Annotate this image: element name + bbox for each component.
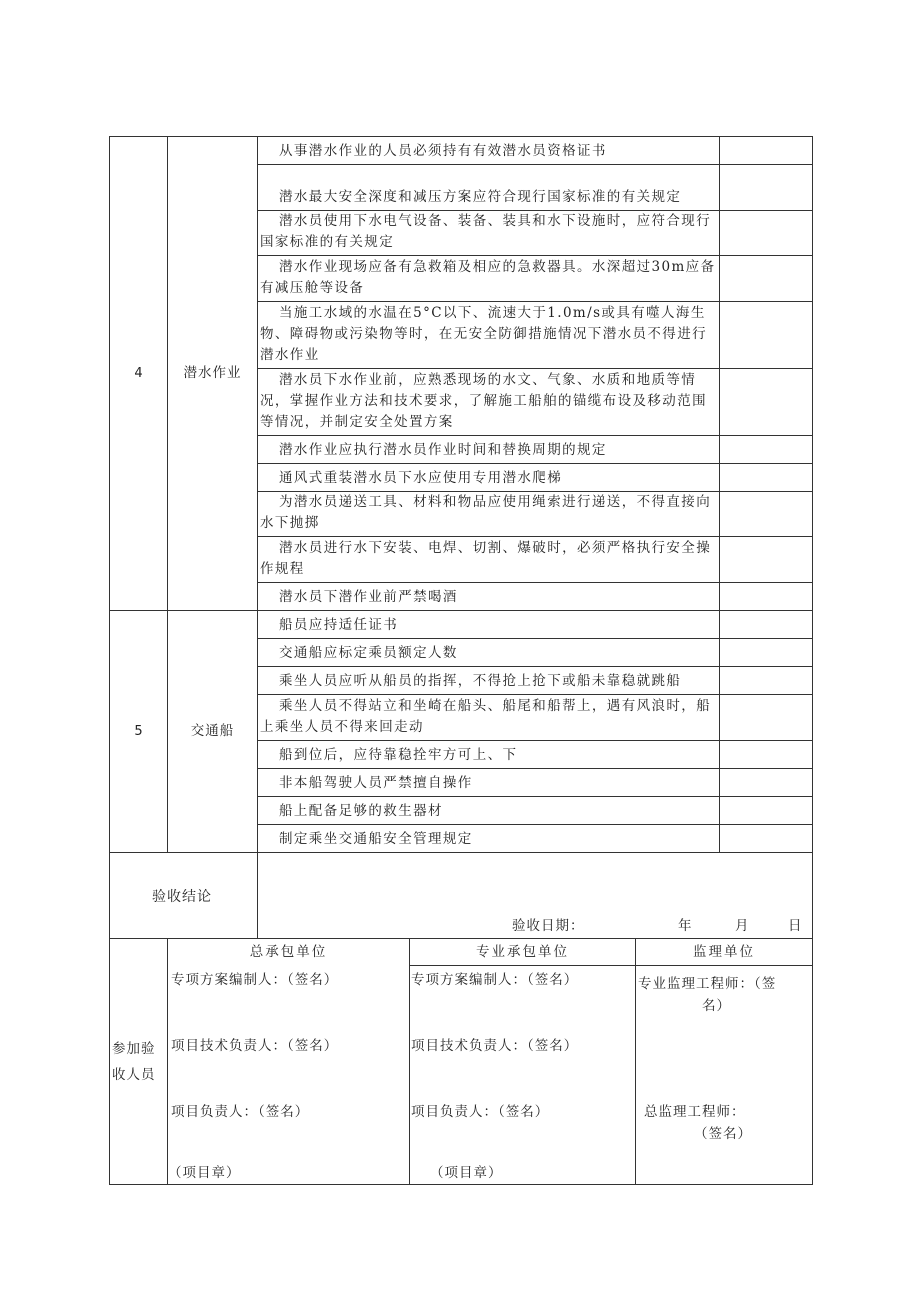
requirement-item: 潜水员进行水下安装、电焊、切割、爆破时，必须严格执行安全操作规程 [258,537,720,583]
requirement-item: 潜水作业现场应备有急救箱及相应的急救器具。水深超过30m应备有减压舱等设备 [258,256,720,302]
specialty-contractor-header: 专业承包单位 [410,939,636,966]
requirement-item: 船到位后，应待靠稳拴牢方可上、下 [258,741,720,769]
general-contractor-signatures[interactable] [168,966,410,1185]
result-cell[interactable] [720,302,813,369]
chief-supervisor-label: 总监理工程师： [644,1104,746,1120]
requirement-item: 乘坐人员不得站立和坐崎在船头、船尾和船帮上，遇有风浪时，船上乘坐人员不得来回走动 [258,695,720,741]
result-cell[interactable] [720,695,813,741]
requirement-item: 船员应持适任证书 [258,611,720,639]
participants-label: 参加验收人员 [110,939,168,1185]
requirement-item: 为潜水员递送工具、材料和物品应使用绳索进行递送，不得直接向水下抛掷 [258,492,720,537]
date-day: 日 [788,918,803,934]
result-cell[interactable] [720,256,813,302]
result-cell[interactable] [720,137,813,165]
requirement-item: 潜水最大安全深度和减压方案应符合现行国家标准的有关规定 [258,165,720,211]
tech-lead-signature: 项目技术负责人：（签名） [411,1038,579,1054]
plan-author-signature: 专项方案编制人：（签名） [171,971,339,988]
specialty-supervisor-signature-cont: 名） [702,998,731,1014]
result-cell[interactable] [720,464,813,492]
requirement-item: 从事潜水作业的人员必须持有有效潜水员资格证书 [258,137,720,165]
table-row [110,966,813,1185]
inspection-checklist-table [109,136,813,939]
project-manager-signature: 项目负责人：（签名） [171,1103,310,1120]
result-cell[interactable] [720,639,813,667]
requirement-item: 潜水员使用下水电气设备、装备、装具和水下设施时，应符合现行国家标准的有关规定 [258,211,720,256]
requirement-item: 非本船驾驶人员严禁擅自操作 [258,769,720,797]
result-cell[interactable] [720,769,813,797]
date-month: 月 [735,918,750,934]
signoff-table [109,938,813,1185]
specialty-supervisor-signature: 专业监理工程师：（签 [638,976,777,992]
acceptance-date-label: 验收日期： [512,918,585,934]
requirement-item: 乘坐人员应听从船员的指挥，不得抢上抢下或船未靠稳就跳船 [258,667,720,695]
conclusion-cell[interactable] [258,853,813,939]
section-category: 交通船 [168,611,258,853]
chief-supervisor-signature: （签名） [694,1126,752,1142]
specialty-contractor-signatures[interactable] [410,966,636,1185]
result-cell[interactable] [720,741,813,769]
result-cell[interactable] [720,436,813,464]
project-manager-signature: 项目负责人：（签名） [411,1104,550,1120]
section-category: 潜水作业 [168,137,258,611]
result-cell[interactable] [720,537,813,583]
requirement-item: 通风式重装潜水员下水应使用专用潜水爬梯 [258,464,720,492]
project-seal: （项目章） [430,1165,503,1181]
requirement-item: 潜水员下潜作业前严禁喝酒 [258,583,720,611]
requirement-item: 潜水员下水作业前，应熟悉现场的水文、气象、水质和地质等情况，掌握作业方法和技术要求，了解施工船舶的锚缆布设及移动范围等情况，并制定安全处置方案 [258,369,720,436]
requirement-item: 潜水作业应执行潜水员作业时间和替换周期的规定 [258,436,720,464]
conclusion-label: 验收结论 [152,889,212,905]
result-cell[interactable] [720,583,813,611]
result-cell[interactable] [720,667,813,695]
section-number: 4 [110,137,168,611]
result-cell[interactable] [720,492,813,537]
table-row [110,137,813,165]
result-cell[interactable] [720,369,813,436]
result-cell[interactable] [720,211,813,256]
requirement-item: 船上配备足够的救生器材 [258,797,720,825]
date-year: 年 [678,918,693,934]
supervision-unit-signatures[interactable] [636,966,813,1185]
conclusion-row [110,853,813,939]
table-row [110,611,813,639]
general-contractor-header: 总承包单位 [168,939,410,966]
table-row [110,939,813,966]
result-cell[interactable] [720,825,813,853]
requirement-item: 交通船应标定乘员额定人数 [258,639,720,667]
result-cell[interactable] [720,165,813,211]
supervision-unit-header: 监理单位 [636,939,813,966]
requirement-item: 制定乘坐交通船安全管理规定 [258,825,720,853]
tech-lead-signature: 项目技术负责人：（签名） [171,1037,339,1054]
requirement-item: 当施工水域的水温在5°C以下、流速大于1.0m/s或具有噬人海生物、障碍物或污染物等时，在无安全防御措施情况下潜水员不得进行潜水作业 [258,302,720,369]
result-cell[interactable] [720,611,813,639]
plan-author-signature: 专项方案编制人：（签名） [411,972,579,988]
result-cell[interactable] [720,797,813,825]
project-seal: （项目章） [168,1164,241,1181]
section-number: 5 [110,611,168,853]
